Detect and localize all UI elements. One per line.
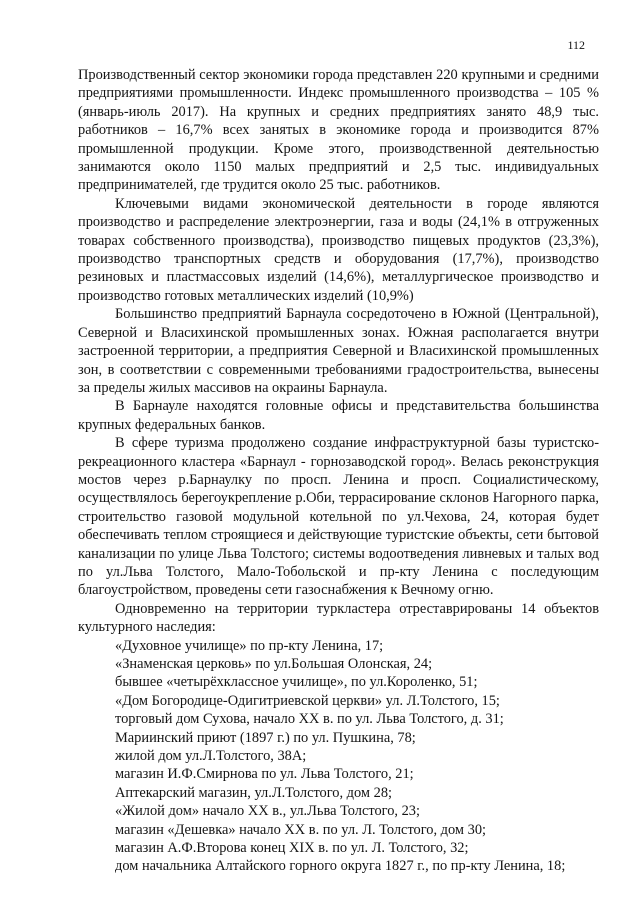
paragraph-banks: В Барнауле находятся головные офисы и представительства большинства крупных федеральных банков. — [78, 398, 599, 433]
page-number: 112 — [567, 38, 585, 52]
list-item: «Духовное училище» по пр-кту Ленина, 17; — [115, 637, 384, 654]
list-item: дом начальника Алтайского горного округа 1827 г., по пр-кту Ленина, 18; — [115, 858, 566, 875]
heritage-list — [78, 637, 599, 876]
list-item: «Знаменская церковь» по ул.Большая Олонская, 24; — [115, 656, 433, 672]
list-item: торговый дом Сухова, начало XX в. по ул. Льва Толстого, д. 31; — [115, 711, 504, 728]
paragraph-heritage-intro: Одновременно на территории туркластера отреставрированы 14 объектов культурного наследия: — [78, 600, 599, 636]
list-item: жилой дом ул.Л.Толстого, 38А; — [115, 748, 307, 765]
document-body — [78, 66, 599, 876]
paragraph-industry-sector: Производственный сектор экономики города представлен 220 крупными и средними предприятиями промышленности. Индекс промышленного производства – 105 %(январь-июль 2017). На крупных и средних предприятиях занято 48,9 тыс. работников – 16,7% всех занятых в экономике города и производится 87% промышленной продукции. Кроме этого, производственной деятельностью занимаются около 1150 малых предприятий и 2,5 тыс. индивидуальных предпринимателей, где трудится около 25 тыс. работников. — [78, 67, 599, 194]
list-item: магазин «Дешевка» начало XX в. по ул. Л. Толстого, дом 30; — [115, 821, 487, 838]
list-item: магазин А.Ф.Второва конец XIX в. по ул. Л. Толстого, 32; — [115, 840, 469, 857]
list-item: бывшее «четырёхклассное училище», по ул.Короленко, 51; — [115, 674, 478, 691]
paragraph-industrial-zones: Большинство предприятий Барнаула сосредоточено в Южной (Центральной), Северной и Власихинской промышленных зонах. Южная располагается внутри застроенной территории, а предприятия Северной и Власихинской промышленных зон, в соответствии с современными требованиями градостроительства, вынесены за пределы жилых массивов на окраины Барнаула. — [78, 306, 599, 396]
list-item: Аптекарский магазин, ул.Л.Толстого, дом 28; — [115, 784, 393, 801]
list-item: магазин И.Ф.Смирнова по ул. Льва Толстого, 21; — [115, 766, 414, 783]
list-item: «Жилой дом» начало XX в., ул.Льва Толстого, 23; — [115, 803, 420, 820]
paragraph-tourism: В сфере туризма продолжено создание инфраструктурной базы туристско-рекреационного кластера «Барнаул - горнозаводской город». Велась реконструкция мостов через р.Барнаулку по просп. Ленина и просп. Социалистическому, осуществлялось берегоукрепление р.Оби, террасирование склонов Нагорного парка, строительство газовой модульной котельной по ул.Чехова, 24, которая будет обеспечивать теплом строящиеся и действующие туристские объекты, сети бытовой канализации по улице Льва Толстого; системы водоотведения ливневых и талых вод по ул.Льва Толстого, Мало-Тобольской и пр-кту Ленина с последующим благоустройством, проведены сети газоснабжения к Вечному огню. — [78, 435, 599, 599]
list-item: Мариинский приют (1897 г.) по ул. Пушкина, 78; — [115, 729, 416, 746]
paragraph-key-activities: Ключевыми видами экономической деятельности в городе являются производство и распределение электроэнергии, газа и воды (24,1% в отгруженных товарах собственного производства), производство пищевых продуктов (23,3%), производство транспортных средств и оборудования (17,7%), производство резиновых и пластмассовых изделий (14,6%), металлургическое производство и производство готовых металлических изделий (10,9%) — [78, 195, 599, 304]
list-item: «Дом Богородице-Одигитриевской церкви» ул. Л.Толстого, 15; — [115, 692, 500, 709]
